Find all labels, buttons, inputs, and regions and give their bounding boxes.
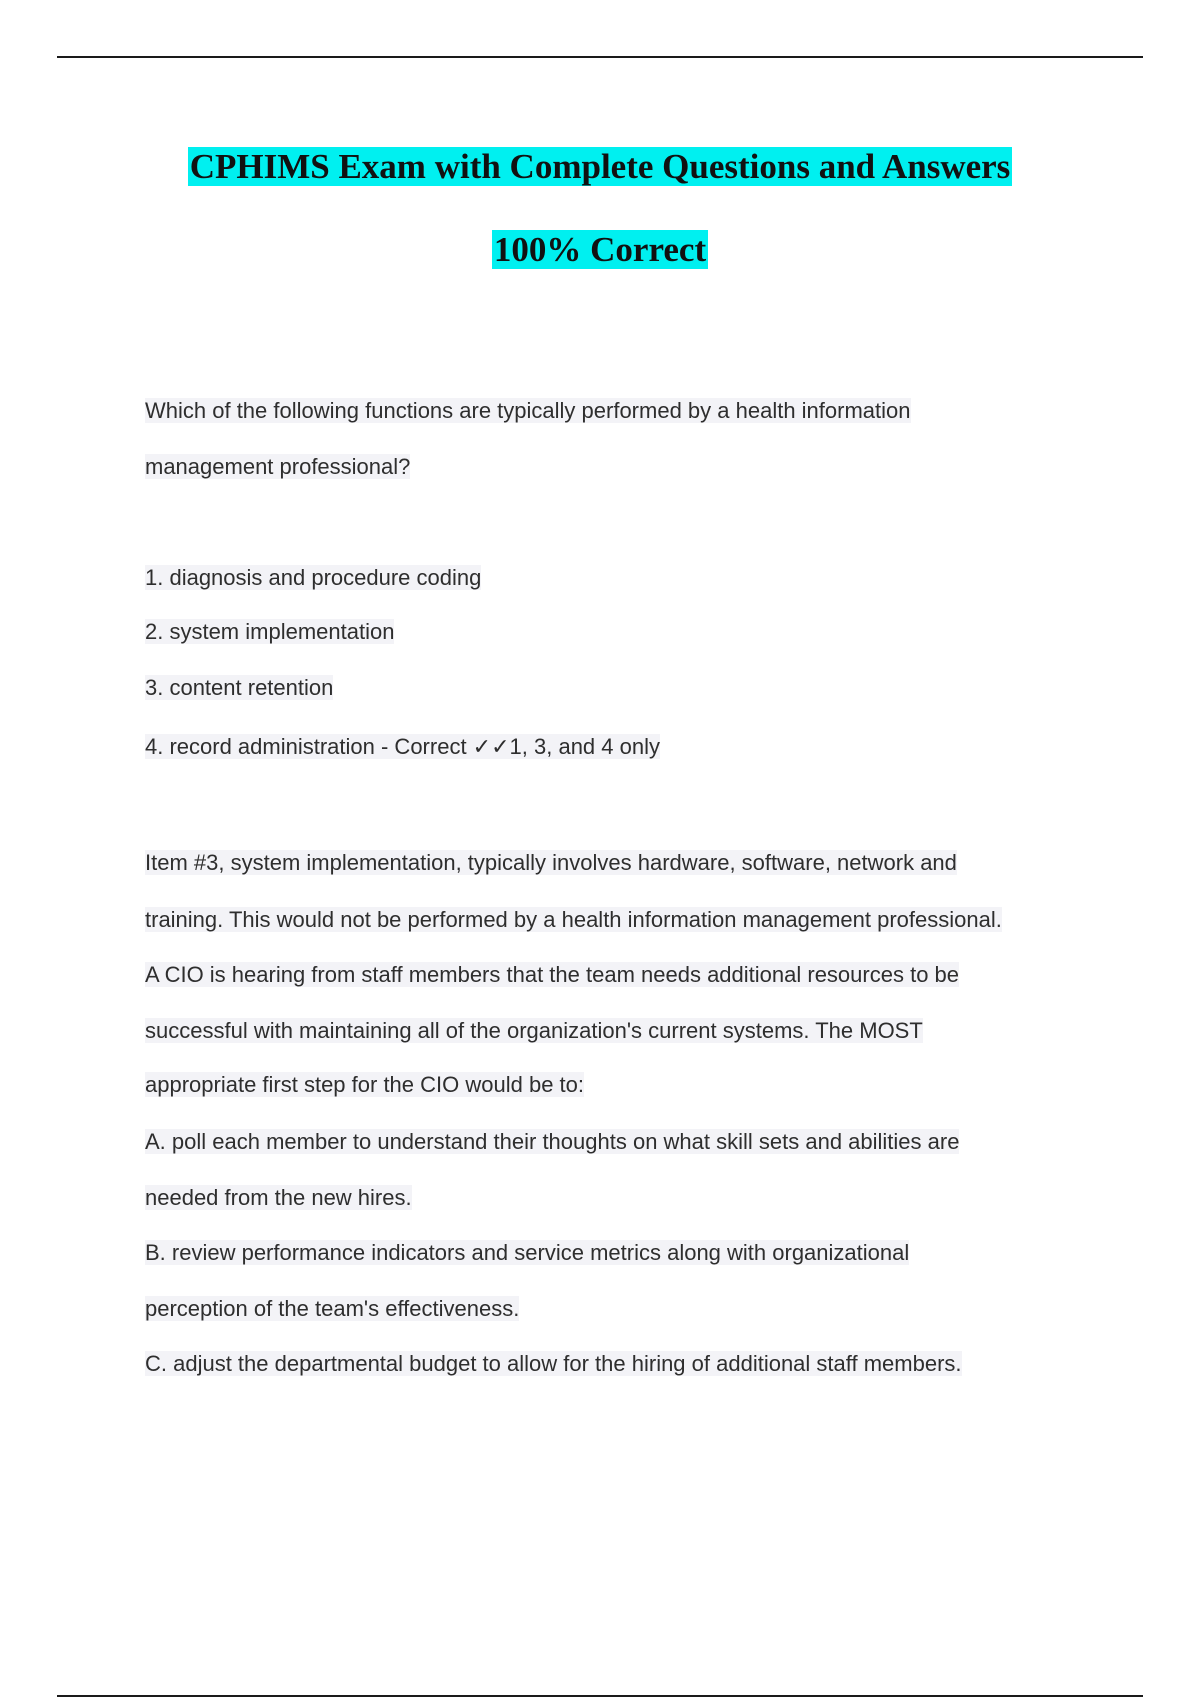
explanation-line-1: Item #3, system implementation, typically involves hardware, software, network and — [145, 850, 957, 875]
question-2-option-b — [145, 1238, 1145, 1268]
question-1-explanation — [145, 848, 1145, 878]
question-1-stem — [145, 396, 1145, 426]
question-2-stem-line-1: A CIO is hearing from staff members that the team needs additional resources to be — [145, 962, 960, 987]
document-title — [0, 145, 1200, 189]
option-text: 1. diagnosis and procedure coding — [145, 565, 482, 590]
question-2-stem-end — [145, 1070, 1145, 1100]
question-2-stem-line-2: successful with maintaining all of the organization's current systems. The MOST — [145, 1018, 923, 1043]
option-text: 4. record administration - Correct ✓✓1, 3, and 4 only — [145, 734, 660, 759]
option-b-line-1: B. review performance indicators and service metrics along with organizational — [145, 1240, 910, 1265]
option-c-line-1: C. adjust the departmental budget to allow for the hiring of additional staff members. — [145, 1351, 962, 1376]
question-2-stem-line-3: appropriate first step for the CIO would be to: — [145, 1072, 585, 1097]
option-a-line-1: A. poll each member to understand their thoughts on what skill sets and abilities are — [145, 1129, 960, 1154]
question-1-option-1 — [145, 563, 1145, 593]
option-b-line-2: perception of the team's effectiveness. — [145, 1296, 520, 1321]
explanation-line-2: training. This would not be performed by a health information management professional. — [145, 907, 1002, 932]
question-1-stem-line-1: Which of the following functions are typically performed by a health information — [145, 398, 911, 423]
top-rule — [57, 56, 1143, 58]
option-text: 2. system implementation — [145, 619, 395, 644]
question-1-option-4-answer — [145, 732, 1145, 762]
question-1-stem-line-2: management professional? — [145, 454, 411, 479]
option-text: 3. content retention — [145, 675, 334, 700]
document-subtitle — [0, 228, 1200, 272]
question-2-stem-cont — [145, 1016, 1145, 1046]
question-2-option-c — [145, 1349, 1145, 1379]
question-2-option-b-cont — [145, 1294, 1145, 1324]
question-2-stem — [145, 960, 1145, 990]
document-title-line-2: 100% Correct — [493, 230, 707, 269]
bottom-rule — [57, 1695, 1143, 1697]
document-title-line-1: CPHIMS Exam with Complete Questions and Answers — [189, 147, 1011, 186]
question-1-option-2 — [145, 617, 1145, 647]
option-a-line-2: needed from the new hires. — [145, 1185, 412, 1210]
question-1-explanation-cont — [145, 905, 1145, 935]
question-1-option-3 — [145, 673, 1145, 703]
question-1-stem-cont — [145, 452, 1145, 482]
question-2-option-a — [145, 1127, 1145, 1157]
question-2-option-a-cont — [145, 1183, 1145, 1213]
